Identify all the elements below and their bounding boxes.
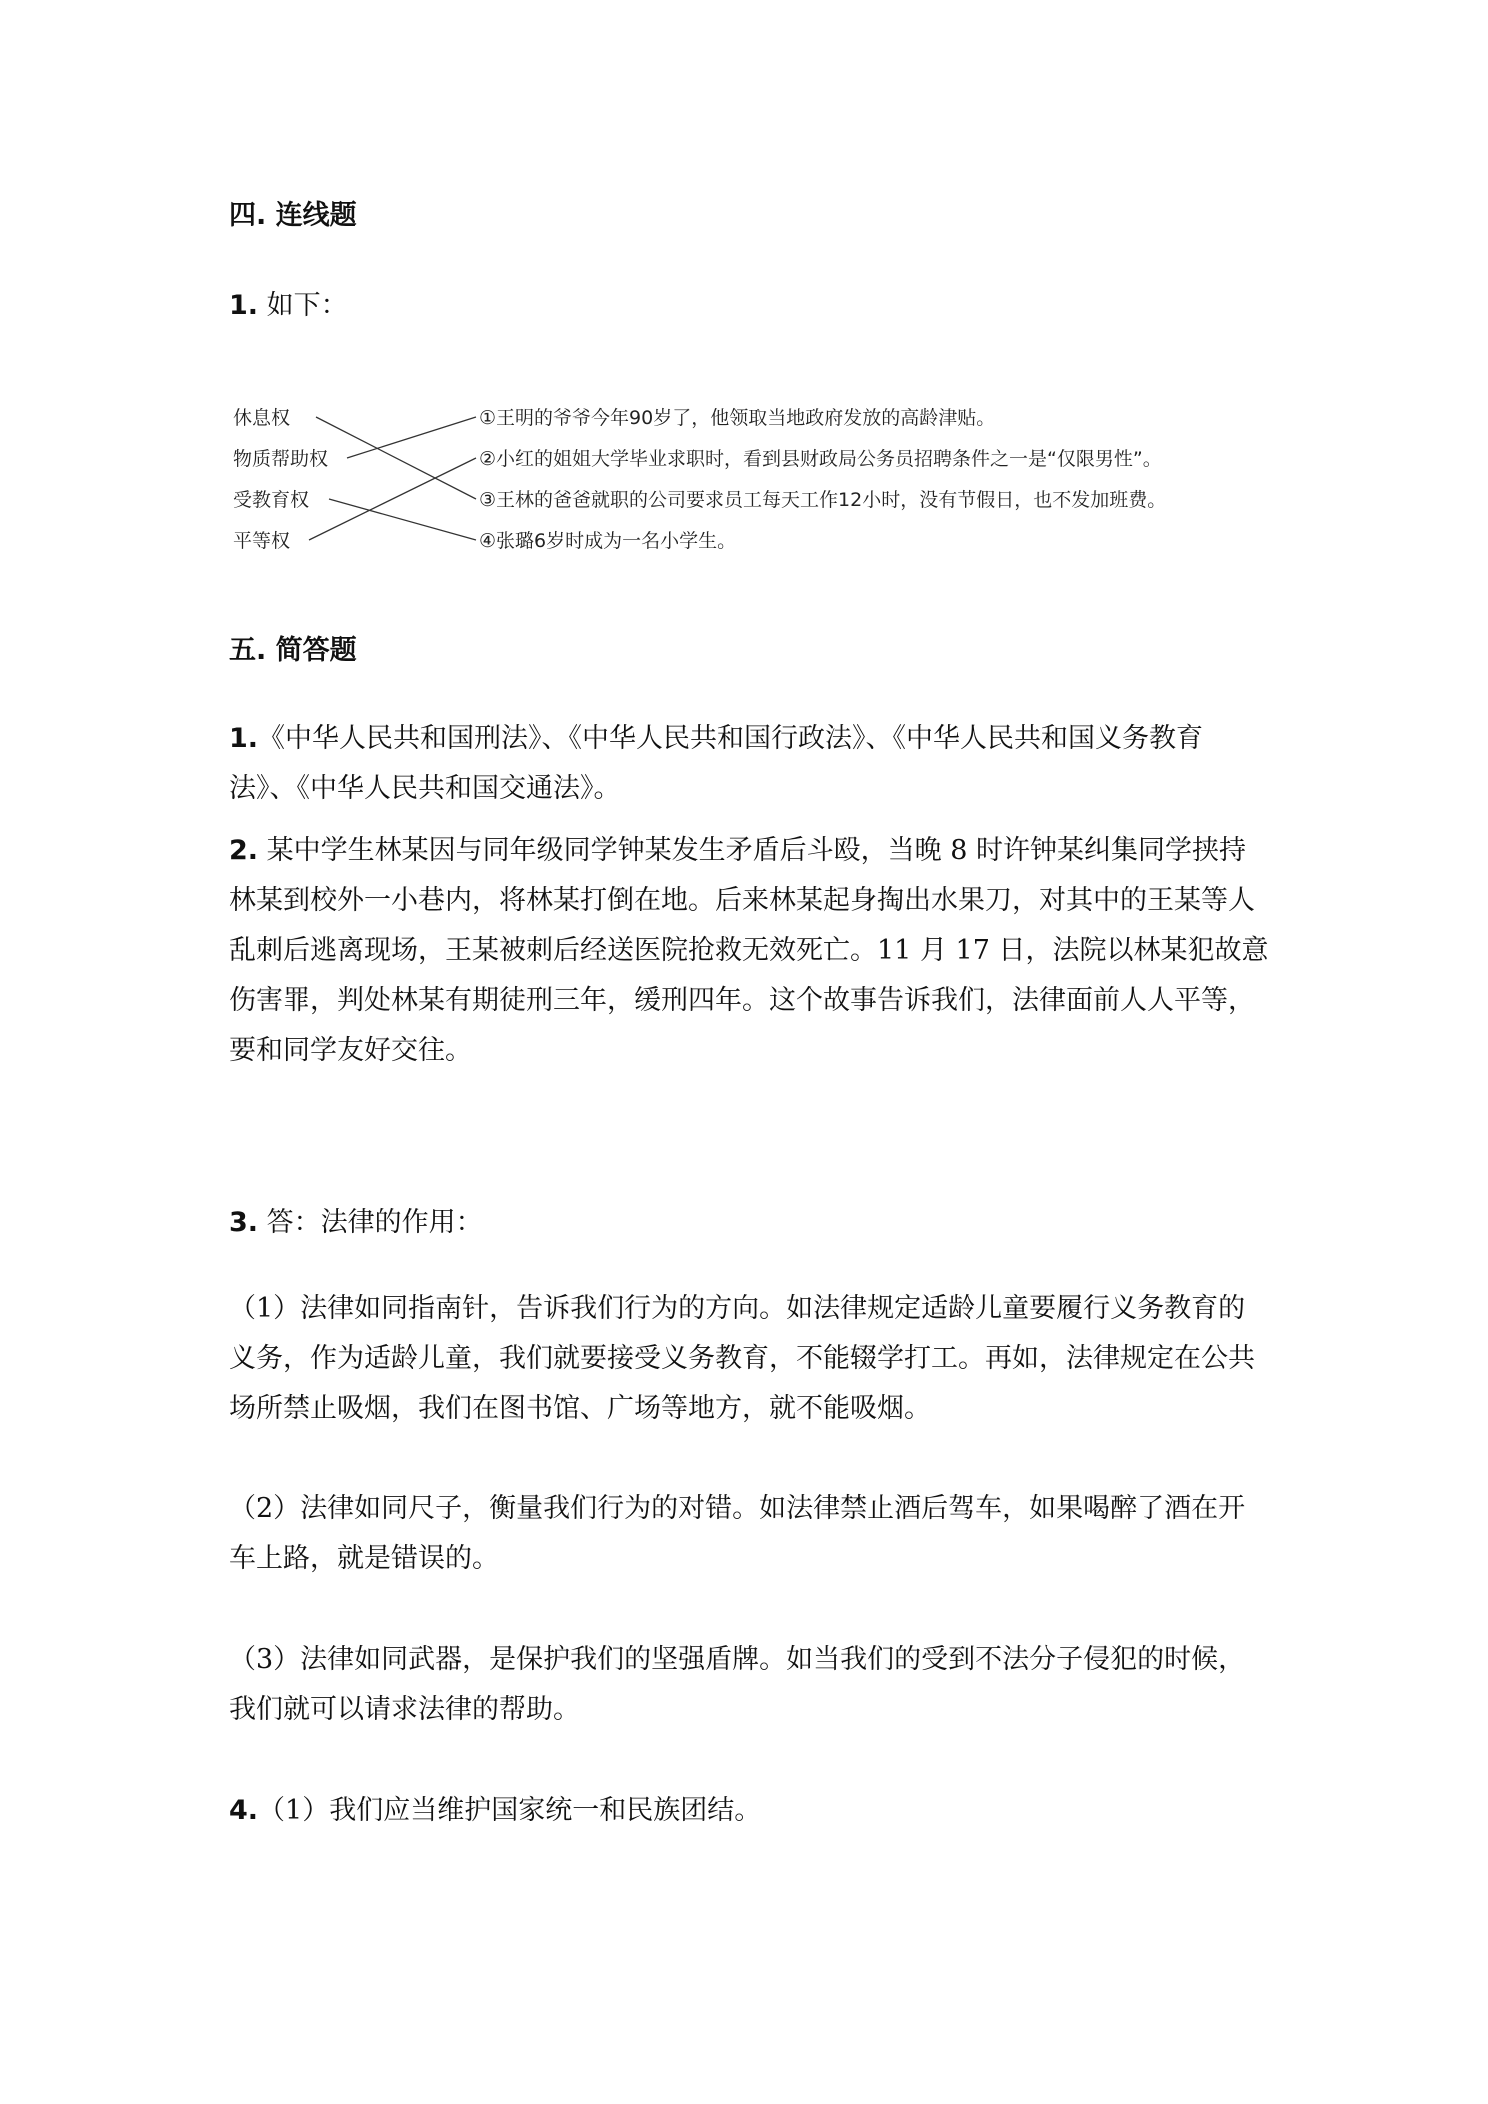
section-heading-matching: 四. 连线题 (229, 200, 357, 231)
connection-line (309, 458, 476, 540)
right-item: ②小红的姐姐大学毕业求职时，看到县财政局公务员招聘条件之一是“仅限男性”。 (479, 448, 1162, 470)
left-item: 受教育权 (233, 489, 310, 511)
answer-text: 《中华人民共和国刑法》、《中华人民共和国行政法》、《中华人民共和国义务教育法》、《中华人民共和国交通法》。 (229, 723, 1204, 804)
answer-2 (229, 826, 1269, 1076)
connection-line (316, 417, 476, 499)
answer-number: 2. (229, 835, 259, 866)
connection-line (347, 417, 476, 458)
question-1 (229, 281, 348, 331)
left-item: 物质帮助权 (233, 448, 329, 470)
question-text: 如下： (258, 290, 348, 321)
sub-answer-3: （3）法律如同武器，是保护我们的坚强盾牌。如当我们的受到不法分子侵犯的时候，我们就可以请求法律的帮助。 (229, 1644, 1246, 1725)
right-item: ③王林的爸爸就职的公司要求员工每天工作12小时，没有节假日，也不发加班费。 (479, 489, 1167, 511)
answer-text: （1）我们应当维护国家统一和民族团结。 (258, 1795, 762, 1826)
answer-4 (229, 1786, 1269, 1836)
answer-number: 3. (229, 1207, 259, 1238)
answer-number: 4. (229, 1795, 259, 1826)
question-number: 1. (229, 290, 259, 321)
answer-number: 1. (229, 723, 259, 754)
sub-answer-2: （2）法律如同尺子，衡量我们行为的对错。如法律禁止酒后驾车，如果喝醉了酒在开车上路，就是错误的。 (229, 1493, 1246, 1574)
matching-figure (229, 388, 1339, 578)
section-heading-short-answer: 五. 简答题 (229, 635, 357, 666)
answer-text: 答：法律的作用： (258, 1207, 483, 1238)
right-item: ①王明的爷爷今年90岁了，他领取当地政府发放的高龄津贴。 (479, 407, 996, 429)
answer-1 (229, 714, 1269, 814)
answer-3 (229, 1198, 1269, 1248)
sub-answer-1: （1）法律如同指南针，告诉我们行为的方向。如法律规定适龄儿童要履行义务教育的义务，作为适龄儿童，我们就要接受义务教育，不能辍学打工。再如，法律规定在公共场所禁止吸烟，我们在图书馆、广场等地方，就不能吸烟。 (229, 1293, 1255, 1424)
answer-text: 某中学生林某因与同年级同学钟某发生矛盾后斗殴，当晚 8 时许钟某纠集同学挟持林某到校外一小巷内，将林某打倒在地。后来林某起身掏出水果刀，对其中的王某等人乱刺后逃离现场，王某被刺后经送医院抢救无效死亡。11 月 17 日，法院以林某犯故意伤害罪，判处林某有期徒刑三年，缓刑四年。这个故事告诉我们，法律面前人人平等，要和同学友好交往。 (229, 835, 1269, 1066)
left-item: 平等权 (233, 530, 291, 552)
left-item: 休息权 (233, 407, 291, 429)
right-item: ④张璐6岁时成为一名小学生。 (479, 530, 737, 552)
